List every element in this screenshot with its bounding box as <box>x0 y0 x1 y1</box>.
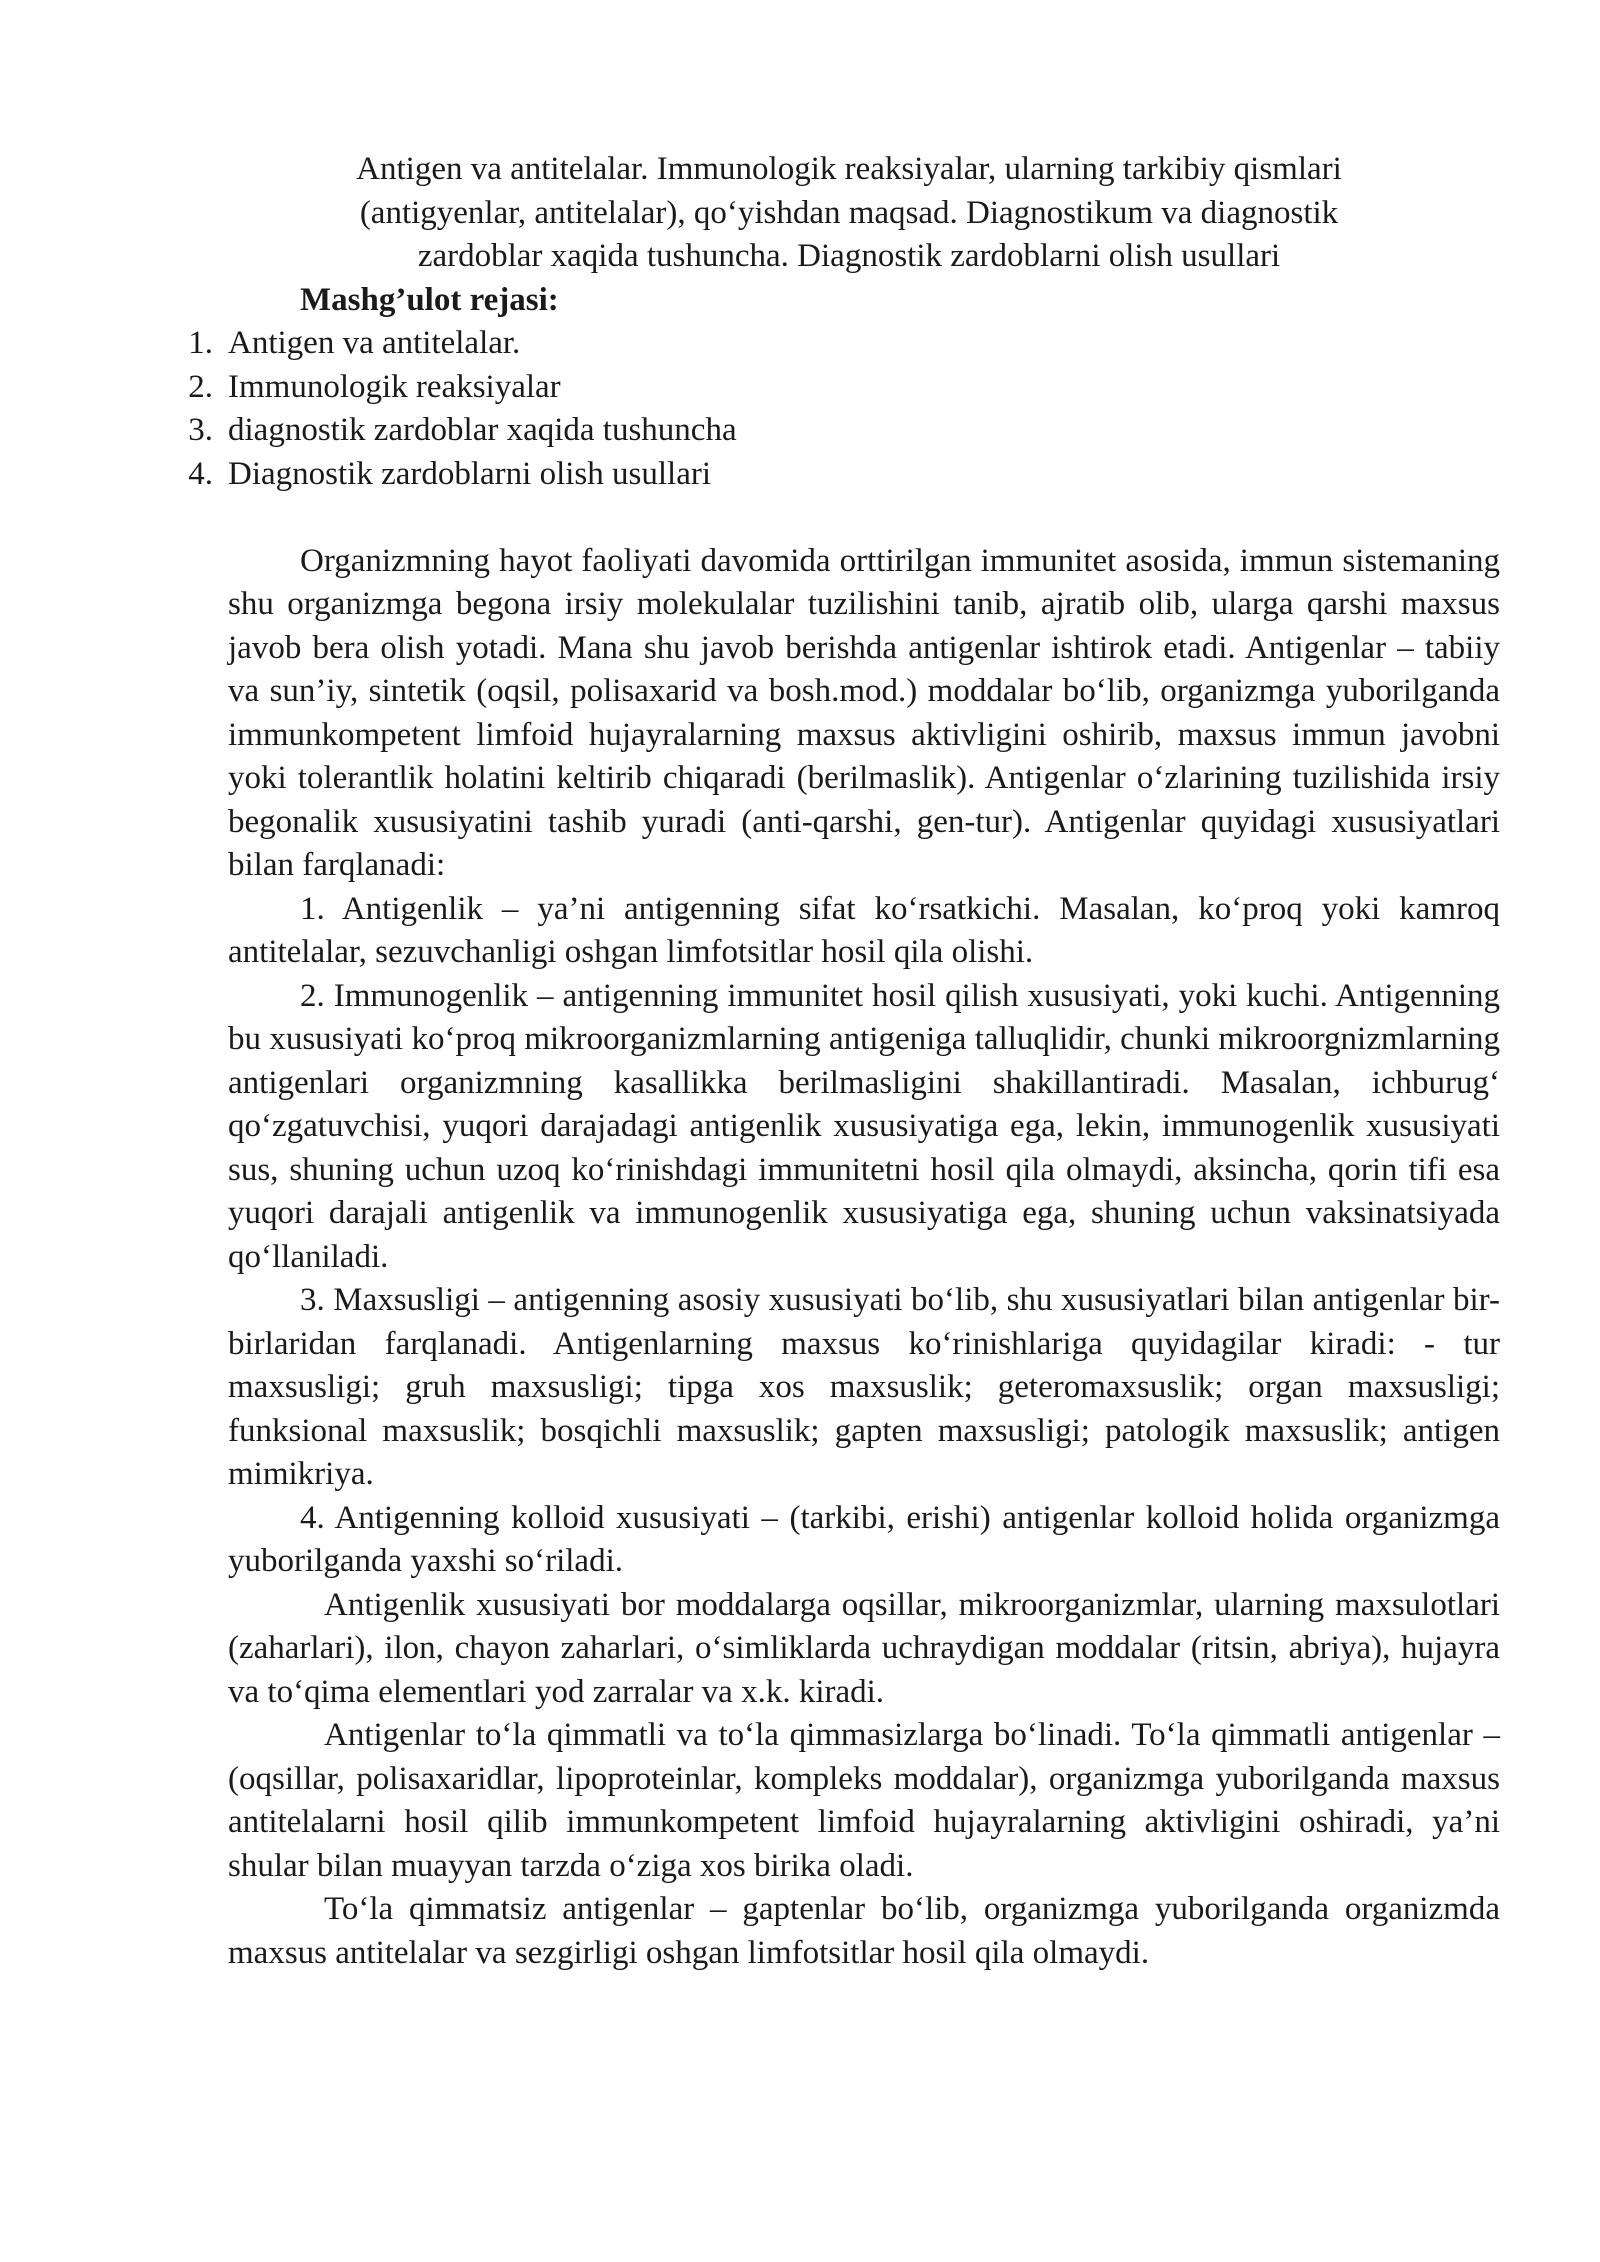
plan-item-number: 3. <box>188 412 213 448</box>
blank-line <box>228 496 1500 540</box>
plan-item <box>188 366 1500 410</box>
property-immunogenlik: 2. Immunogenlik – antigenning immunitet hosil qilish xususiyati, yoki kuchi. Antigenning bu xususiyati ko‘proq mikroorganizmlarning antigeniga talluqlidir, chunki mikroorgnizmlarning antigenlari organizmning kasallikka berilmasligini shakillantiradi. Masalan, ichburug‘ qo‘zgatuvchisi, yuqori darajadagi antigenlik xususiyatiga ega, lekin, immunogenlik xususiyati sus, shuning uchun uzoq ko‘rinishdagi immunitetni hosil qila olmaydi, aksincha, qorin tifi esa yuqori darajali antigenlik va immunogenlik xususiyatiga ega, shuning uchun vaksinatsiyada qo‘llaniladi. <box>228 977 1500 1275</box>
plan-heading: Mashg’ulot rejasi: <box>300 281 559 318</box>
title-line-3: zardoblar xaqida tushuncha. Diagnostik zardoblarni olish usullari <box>417 238 1281 274</box>
property-maxsusligi: 3. Maxsusligi – antigenning asosiy xususiyati bo‘lib, shu xususiyatlari bilan antigenlar bir-birlaridan farqlanadi. Antigenlarning maxsus ko‘rinishlariga quyidagilar kiradi: - tur maxsusligi; gruh maxsusligi; tipga xos maxsuslik; geteromaxsuslik; organ maxsusligi; funksional maxsuslik; bosqichli maxsuslik; gapten maxsusligi; patologik maxsuslik; antigen mimikriya. <box>228 1282 1500 1492</box>
plan-item-text: Antigen va antitelalar. <box>228 325 521 361</box>
body-paragraph: Antigenlik xususiyati bor moddalarga oqsillar, mikroorganizmlar, ularning maxsulotlari (zaharlari), ilon, chayon zaharlari, o‘simliklarda uchraydigan moddalar (ritsin, abriya), hujayra va to‘qima elementlari yod zarralar va x.k. kiradi. <box>228 1586 1500 1710</box>
plan-list <box>188 322 1500 496</box>
property-kolloid: 4. Antigenning kolloid xususiyati – (tarkibi, erishi) antigenlar kolloid holida organizmga yuborilganda yaxshi so‘riladi. <box>228 1499 1500 1579</box>
plan-item-text: Diagnostik zardoblarni olish usullari <box>228 455 711 492</box>
plan-item <box>188 453 1500 497</box>
plan-item-text: diagnostik zardoblar xaqida tushuncha <box>228 412 737 448</box>
title-line-1: Antigen va antitelalar. Immunologik reaksiyalar, ularning tarkibiy qismlari <box>356 151 1342 187</box>
plan-item-number: 2. <box>188 368 213 405</box>
plan-item-text: Immunologik reaksiyalar <box>228 368 561 405</box>
body-paragraph: To‘la qimmatsiz antigenlar – gaptenlar bo‘lib, organizmga yuborilganda organizmda maxsus antitelalar va sezgirligi oshgan limfotsitlar hosil qila olmaydi. <box>228 1891 1500 1971</box>
plan-item-number: 1. <box>188 325 213 361</box>
document-title <box>198 148 1500 279</box>
body-paragraph: Organizmning hayot faoliyati davomida orttirilgan immunitet asosida, immun sistemaning shu organizmga begona irsiy molekulalar tuzilishini tanib, ajratib olib, ularga qarshi maxsus javob bera olish yotadi. Mana shu javob berishda antigenlar ishtirok etadi. Antigenlar – tabiiy va sun’iy, sintetik (oqsil, polisaxarid va bosh.mod.) moddalar bo‘lib, organizmga yuborilganda immunkompetent limfoid hujayralarning maxsus aktivligini oshirib, maxsus immun javobni yoki tolerantlik holatini keltirib chiqaradi (berilmaslik). Antigenlar o‘zlarining tuzilishida irsiy begonalik xususiyatini tashib yuradi (anti-qarshi, gen-tur). Antigenlar quyidagi xususiyatlari bilan farqlanadi: <box>228 542 1500 883</box>
body-paragraph: Antigenlar to‘la qimmatli va to‘la qimmasizlarga bo‘linadi. To‘la qimmatli antigenlar – (oqsillar, polisaxaridlar, lipoproteinlar, kompleks moddalar), organizmga yuborilganda maxsus antitelalarni hosil qilib immunkompetent limfoid hujayralarning aktivligini oshiradi, ya’ni shular bilan muayyan tarzda o‘ziga xos birika oladi. <box>228 1717 1500 1884</box>
plan-item <box>188 322 1500 366</box>
plan-item-number: 4. <box>188 455 213 492</box>
plan-item <box>188 409 1500 453</box>
title-line-2: (antigyenlar, antitelalar), qo‘yishdan maqsad. Diagnostikum va diagnostik <box>359 194 1339 231</box>
property-antigenlik: 1. Antigenlik – ya’ni antigenning sifat ko‘rsatkichi. Masalan, ko‘proq yoki kamroq antitelalar, sezuvchanligi oshgan limfotsitlar hosil qila olishi. <box>228 890 1500 970</box>
